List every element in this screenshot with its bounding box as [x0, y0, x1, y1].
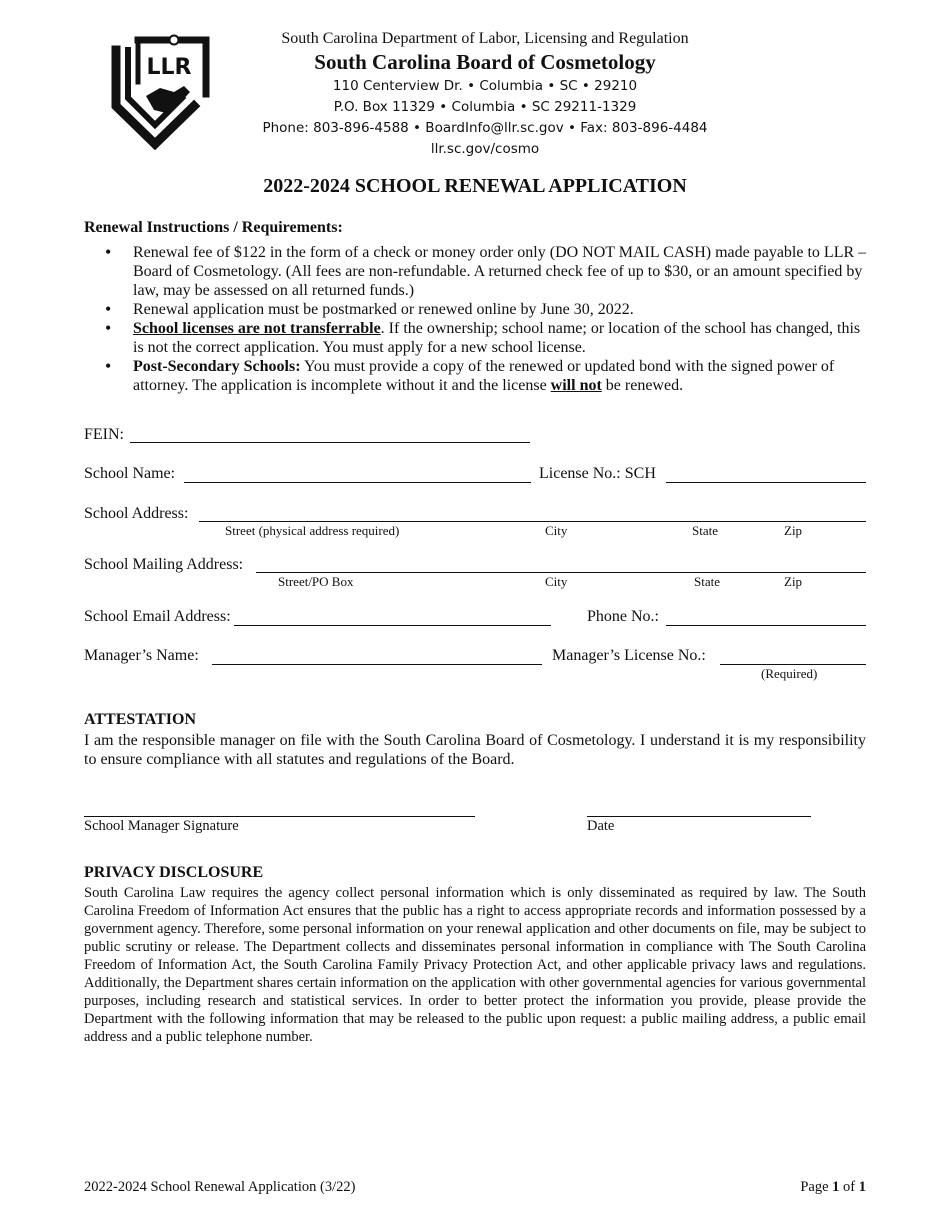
instruction-transfer-bold: School licenses are not transferrable — [133, 320, 381, 337]
page-current: 1 — [832, 1179, 840, 1195]
school-address-label: School Address: — [84, 505, 189, 522]
instructions-list — [84, 243, 874, 395]
state-caption: State — [692, 523, 718, 538]
instruction-postsecondary-text: You must provide a copy of the renewed or updated bond with the signed power of attorney. The application is incomplete without it and the license — [133, 358, 835, 394]
attestation-text: I am the responsible manager on file with the South Carolina Board of Cosmetology. I understand it is my responsibility to ensure compliance with all statutes and regulations of the Board. — [84, 732, 866, 768]
manager-license-field[interactable] — [720, 664, 866, 665]
city-caption: City — [545, 574, 568, 589]
email-field[interactable] — [234, 625, 551, 626]
instruction-postsecondary-bold: Post-Secondary Schools: — [133, 358, 301, 375]
list-item — [84, 243, 874, 300]
street-po-caption: Street/PO Box — [278, 574, 354, 589]
department-name: South Carolina Department of Labor, Licensing and Regulation — [281, 30, 689, 47]
signature-field[interactable] — [84, 816, 475, 817]
page-word: Page — [800, 1179, 829, 1195]
llr-logo — [108, 32, 210, 150]
date-field[interactable] — [587, 816, 811, 817]
board-name: South Carolina Board of Cosmetology — [314, 50, 656, 74]
privacy-text: South Carolina Law requires the agency collect personal information which is only disseminated as required by law. The South Carolina Freedom of Information Act ensures that the public has a right to access appropriate records and information possessed by a government agency. Therefore, some personal information on your renewal application and other documents on file, may be subject to public scrutiny or release. The Department collects and disseminates personal information in compliance with The South Carolina Freedom of Information Act, the South Carolina Family Privacy Protection Act, and other applicable privacy laws and regulations. Additionally, the Department shares certain information on the application with other governmental agencies for various governmental purposes, including research and statistical services. In order to better protect the information you provide, please provide the Department with the following information that may be released to the public upon request: a public mailing address, a public email address and a public telephone number. — [84, 885, 866, 1045]
logo-text: LLR — [146, 55, 192, 80]
phone-field[interactable] — [666, 625, 866, 626]
instruction-transfer-text: . If the ownership; school name; or location of the school has changed, this is not the correct application. You must apply for a new school license. — [133, 320, 861, 356]
footer-form-name: 2022-2024 School Renewal Application (3/22) — [84, 1179, 356, 1195]
po-box-address: P.O. Box 11329 • Columbia • SC 29211-1329 — [333, 99, 637, 115]
email-label: School Email Address: — [84, 608, 231, 625]
page-of: of — [843, 1179, 856, 1195]
state-caption: State — [694, 574, 720, 589]
contact-line: Phone: 803-896-4588 • BoardInfo@llr.sc.gov • Fax: 803-896-4484 — [262, 120, 708, 136]
instructions-heading: Renewal Instructions / Requirements: — [84, 219, 343, 236]
phone-label: Phone No.: — [587, 608, 659, 625]
license-label: License No.: SCH — [539, 465, 656, 482]
website: llr.sc.gov/cosmo — [430, 141, 540, 157]
fein-label: FEIN: — [84, 426, 124, 443]
school-name-field[interactable] — [184, 482, 531, 483]
page-total: 1 — [858, 1179, 866, 1195]
manager-license-label: Manager’s License No.: — [552, 647, 706, 664]
school-name-label: School Name: — [84, 465, 176, 482]
instruction-will-not: will not — [550, 377, 602, 394]
list-item — [84, 319, 874, 357]
mailing-address-field[interactable] — [256, 572, 866, 573]
list-item — [84, 300, 874, 319]
license-number-field[interactable] — [666, 482, 866, 483]
instruction-deadline: Renewal application must be postmarked or renewed online by June 30, 2022. — [133, 301, 634, 318]
zip-caption: Zip — [784, 523, 803, 538]
attestation-heading: ATTESTATION — [84, 711, 197, 728]
privacy-heading: PRIVACY DISCLOSURE — [84, 864, 264, 881]
zip-caption: Zip — [784, 574, 803, 589]
instruction-fee: Renewal fee of $122 in the form of a check or money order only (DO NOT MAIL CASH) made payable to LLR – Board of Cosmetology. (All fees are non-refundable. A returned check fee of up to $30, or an amount specified by law, may be assessed on all returned funds.) — [133, 244, 867, 299]
manager-name-field[interactable] — [212, 664, 542, 665]
school-address-field[interactable] — [199, 521, 866, 522]
street-physical-caption: Street (physical address required) — [225, 523, 400, 538]
required-caption: (Required) — [761, 666, 818, 681]
mailing-address-label: School Mailing Address: — [84, 556, 244, 573]
manager-name-label: Manager’s Name: — [84, 647, 199, 664]
street-address: 110 Centerview Dr. • Columbia • SC • 29210 — [332, 78, 638, 94]
instruction-postsecondary-end: be renewed. — [601, 377, 684, 394]
city-caption: City — [545, 523, 568, 538]
date-label: Date — [587, 818, 615, 834]
list-item — [84, 357, 874, 395]
signature-label: School Manager Signature — [84, 818, 239, 834]
page-title: 2022-2024 SCHOOL RENEWAL APPLICATION — [263, 175, 687, 197]
fein-field[interactable] — [130, 442, 530, 443]
page-number — [760, 1179, 866, 1196]
